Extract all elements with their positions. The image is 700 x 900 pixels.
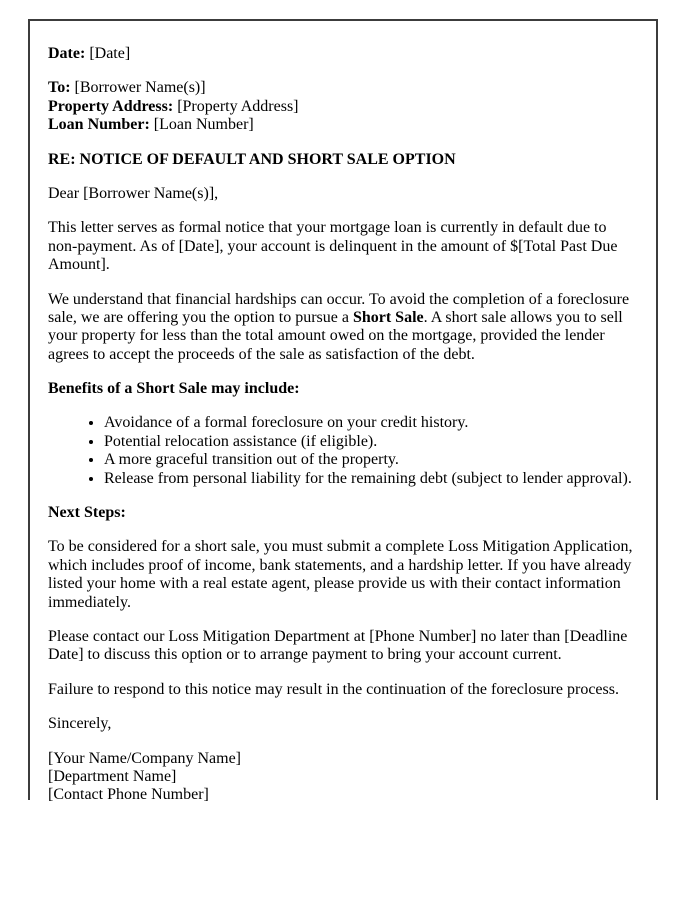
signature-department: [Department Name]	[48, 767, 177, 785]
signoff: Sincerely,	[48, 715, 112, 733]
list-item: • A more graceful transition out of the property.	[104, 451, 638, 469]
list-item: • Avoidance of a formal foreclosure on your credit history.	[104, 414, 638, 432]
loan-number-label: Loan Number:	[48, 116, 150, 134]
recipient-block	[48, 79, 638, 134]
benefits-heading: Benefits of a Short Sale may include:	[48, 380, 300, 398]
benefits-list	[48, 414, 638, 488]
next-steps-heading: Next Steps:	[48, 504, 126, 522]
list-item: • Potential relocation assistance (if eligible).	[104, 433, 638, 451]
paragraph-short-sale-offer	[48, 291, 638, 365]
subject-line: RE: NOTICE OF DEFAULT AND SHORT SALE OPTION	[48, 150, 456, 168]
signature-name: [Your Name/Company Name]	[48, 749, 242, 767]
property-address-label: Property Address:	[48, 97, 174, 115]
salutation: Dear [Borrower Name(s)],	[48, 184, 219, 202]
signature-phone: [Contact Phone Number]	[48, 786, 209, 804]
to-value: [Borrower Name(s)]	[74, 79, 206, 97]
short-sale-term: Short Sale	[352, 308, 424, 326]
paragraph-default-notice: This letter serves as formal notice that your mortgage loan is currently in default due to non-payment. As of [Date], your account is delinquent in the amount of $[Total Past Due Amount].	[48, 219, 618, 274]
paragraph-warning: Failure to respond to this notice may result in the continuation of the foreclosure process.	[48, 680, 619, 698]
letter-document	[28, 19, 658, 804]
date-line	[48, 45, 638, 63]
loan-number-value: [Loan Number]	[153, 116, 254, 134]
short-sale-offer-pre: We understand that financial hardships can occur. To avoid the completion of a foreclosure sale, we are offering you the option to pursue a	[48, 290, 630, 326]
date-value: [Date]	[89, 45, 131, 62]
signature-block	[48, 750, 638, 805]
paragraph-application: To be considered for a short sale, you must submit a complete Loss Mitigation Application, which includes proof of income, bank statements, and a hardship letter. If you have already listed your home with a real estate agent, please provide us with their contact information immediately.	[48, 538, 633, 611]
paragraph-contact: Please contact our Loss Mitigation Department at [Phone Number] no later than [Deadline Date] to discuss this option or to arrange payment to bring your account current.	[48, 627, 628, 664]
short-sale-offer-post: . A short sale allows you to sell your property for less than the total amount owed on the mortgage, provided the lender agrees to accept the proceeds of the sale as satisfaction of the debt.	[48, 308, 623, 363]
property-address-value: [Property Address]	[177, 97, 299, 115]
date-label: Date:	[48, 45, 86, 62]
to-label: To:	[48, 79, 71, 97]
list-item: • Release from personal liability for the remaining debt (subject to lender approval).	[104, 470, 638, 488]
